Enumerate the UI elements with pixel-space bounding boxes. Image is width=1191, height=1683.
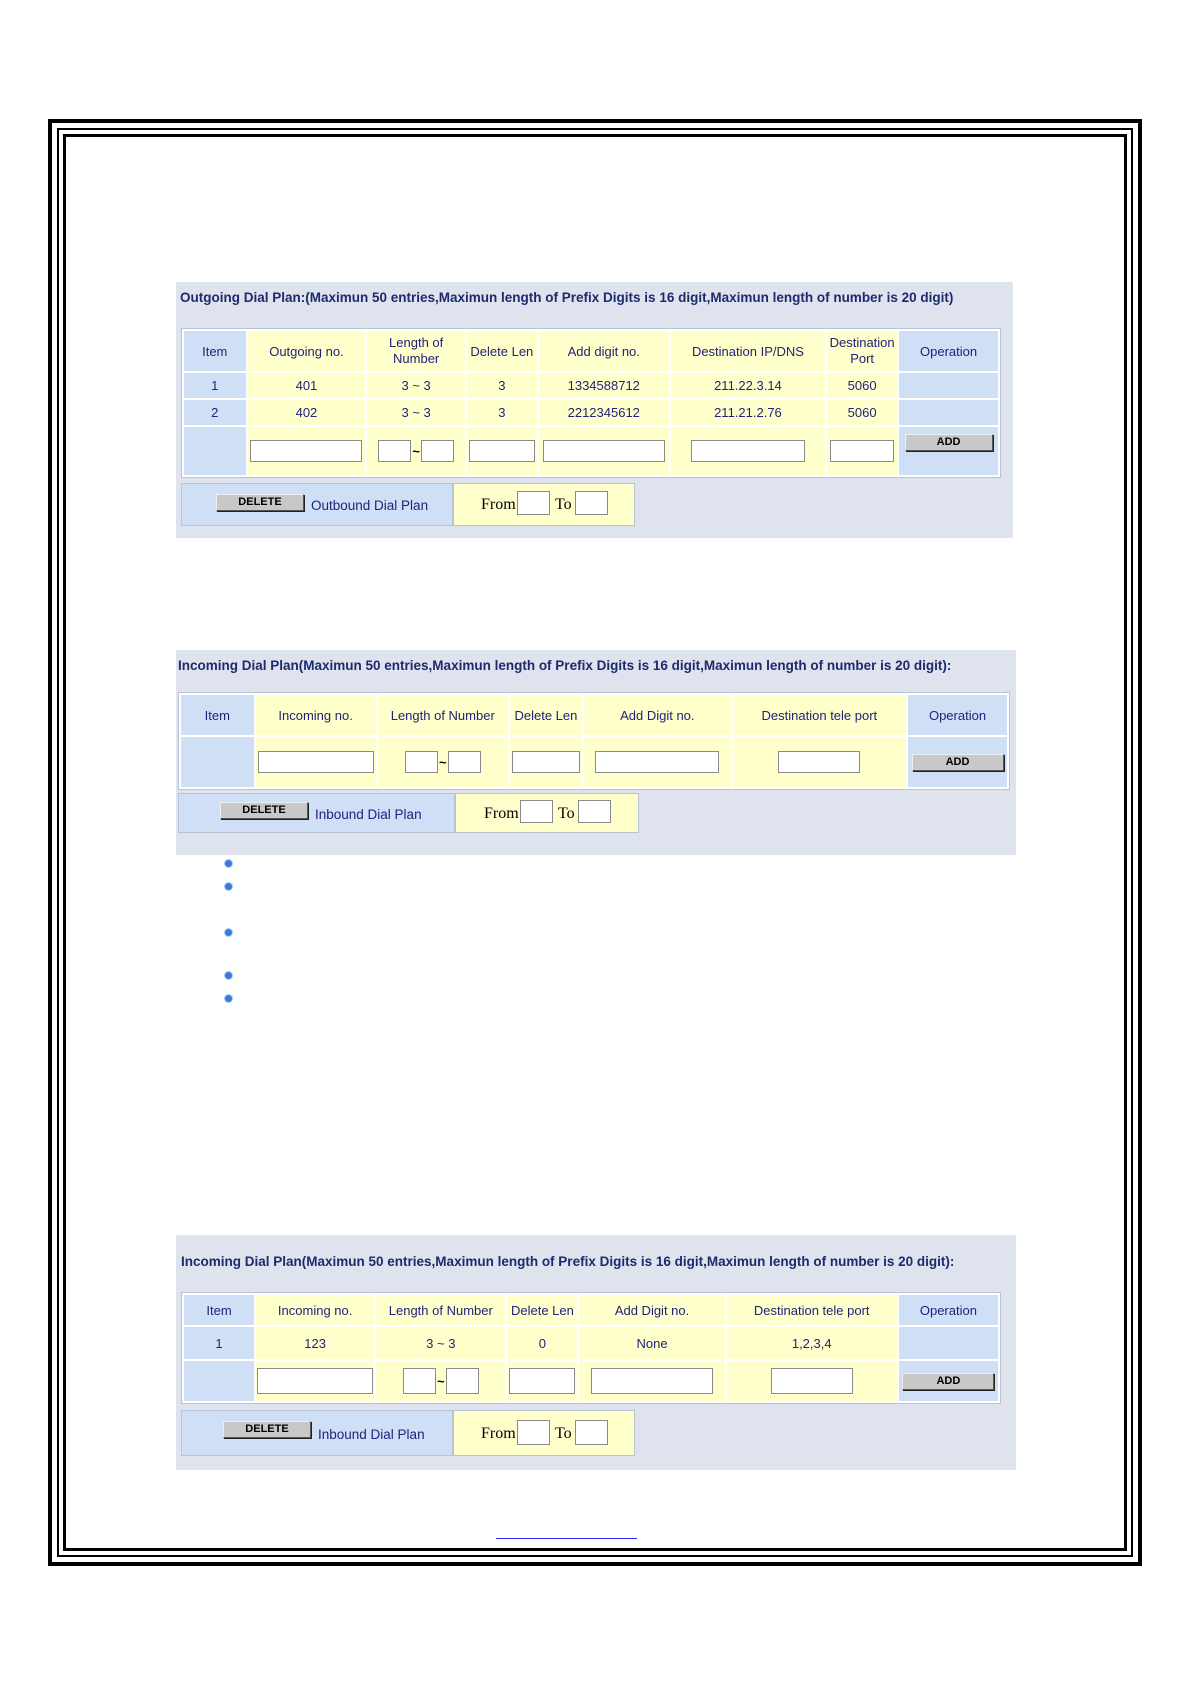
row-destination: 1,2,3,4: [727, 1327, 897, 1359]
header-destination-port: [827, 331, 897, 371]
to-label: To: [555, 1425, 572, 1442]
header-outgoing-no: Outgoing no.: [248, 331, 366, 371]
header-operation: Operation: [908, 695, 1007, 735]
new-entry-operation-cell: [899, 1361, 998, 1401]
outgoing-dial-plan-table: [181, 328, 1001, 478]
header-length-of-number: Length of Number: [378, 695, 508, 735]
table-row: [184, 373, 998, 398]
tilde-separator: ~: [437, 1373, 445, 1389]
row-incoming-no: 123: [256, 1327, 374, 1359]
from-input[interactable]: [517, 491, 550, 515]
row-operation: [899, 400, 998, 425]
bullet-icon: [225, 995, 232, 1002]
row-item: 1: [184, 373, 246, 398]
new-entry-port-cell: [827, 427, 897, 475]
delete-box: [178, 793, 455, 833]
new-entry-tele-port-cell: [727, 1361, 897, 1401]
new-entry-destination-cell: [671, 427, 825, 475]
outgoing-dial-plan-panel: [176, 282, 1013, 538]
new-entry-length-cell: [378, 737, 508, 787]
new-entry-row: [181, 737, 1007, 787]
new-entry-tele-port-cell: [733, 737, 906, 787]
delete-caption: Inbound Dial Plan: [318, 1427, 425, 1442]
row-port: 5060: [827, 400, 897, 425]
length-min-input[interactable]: [403, 1368, 436, 1394]
header-incoming-no: Incoming no.: [256, 1295, 374, 1325]
delete-button[interactable]: DELETE: [216, 494, 304, 511]
length-max-input[interactable]: [421, 440, 454, 462]
row-outgoing-no: 401: [248, 373, 366, 398]
incoming-delete-row: [178, 793, 639, 833]
to-input[interactable]: [578, 800, 611, 823]
new-entry-item: [184, 427, 246, 475]
row-add-digit: 1334588712: [539, 373, 669, 398]
new-entry-outgoing-cell: [248, 427, 366, 475]
incoming-dial-plan-panel-filled: [176, 1235, 1016, 1470]
outgoing-dial-plan-title: Outgoing Dial Plan:(Maximun 50 entries,Maximun length of Prefix Digits is 16 digit,Maximun length of number is 20 digit): [180, 290, 954, 305]
new-entry-delete-cell: [510, 737, 582, 787]
outgoing-no-input[interactable]: [250, 440, 362, 462]
incoming-no-input[interactable]: [257, 1368, 373, 1394]
new-entry-row: [184, 1361, 998, 1401]
outgoing-delete-row: [181, 483, 635, 526]
row-item: 2: [184, 400, 246, 425]
new-entry-delete-cell: [467, 427, 537, 475]
header-destination-tele-port: Destination tele port: [727, 1295, 897, 1325]
from-label: From: [484, 805, 519, 822]
header-length-of-number-text: Length of Number: [389, 335, 444, 366]
delete-box: [181, 483, 453, 526]
header-delete-len: Delete Len: [510, 695, 582, 735]
bullet-icon: [225, 929, 232, 936]
to-input[interactable]: [575, 491, 608, 515]
to-label: To: [555, 496, 572, 513]
new-entry-incoming-cell: [256, 737, 376, 787]
incoming-dial-plan-table: [181, 1292, 1001, 1404]
length-max-input[interactable]: [448, 751, 481, 773]
delete-caption: Inbound Dial Plan: [315, 807, 422, 822]
new-entry-operation-cell: [899, 427, 998, 475]
row-operation: [899, 373, 998, 398]
delete-box: [181, 1410, 453, 1456]
row-delete-len: 3: [467, 400, 537, 425]
delete-len-input[interactable]: [512, 751, 580, 773]
header-operation: Operation: [899, 331, 998, 371]
header-destination-port-text: Destination Port: [829, 335, 895, 366]
row-item: 1: [184, 1327, 254, 1359]
incoming-no-input[interactable]: [258, 751, 374, 773]
row-outgoing-no: 402: [248, 400, 366, 425]
from-input[interactable]: [517, 1420, 550, 1445]
incoming-dial-plan-title: Incoming Dial Plan(Maximun 50 entries,Maximun length of Prefix Digits is 16 digit,Maximun length of number is 20 digit):: [181, 1254, 955, 1269]
tilde-separator: ~: [412, 443, 420, 459]
delete-button[interactable]: DELETE: [220, 802, 308, 819]
header-operation: Operation: [899, 1295, 998, 1325]
table-row: [184, 400, 998, 425]
row-delete-len: 3: [467, 373, 537, 398]
new-entry-item: [181, 737, 254, 787]
row-port: 5060: [827, 373, 897, 398]
table-row: [184, 1327, 998, 1359]
delete-button[interactable]: DELETE: [223, 1421, 311, 1438]
row-length: 3 ~ 3: [367, 400, 464, 425]
add-digit-input[interactable]: [543, 440, 665, 462]
header-delete-len: Delete Len: [507, 1295, 577, 1325]
header-add-digit-no: Add digit no.: [539, 331, 669, 371]
header-incoming-no: Incoming no.: [256, 695, 376, 735]
length-max-input[interactable]: [446, 1368, 479, 1394]
row-destination: 211.21.2.76: [671, 400, 825, 425]
header-length-of-number: Length of Number: [376, 1295, 505, 1325]
header-destination-ip-dns: Destination IP/DNS: [671, 331, 825, 371]
new-entry-length-cell: [376, 1361, 505, 1401]
destination-tele-port-input[interactable]: [771, 1368, 853, 1394]
to-label: To: [558, 805, 575, 822]
incoming-dial-plan-table: [178, 692, 1010, 790]
header-destination-tele-port: Destination tele port: [733, 695, 906, 735]
row-length: 3 ~ 3: [376, 1327, 505, 1359]
header-item: Item: [181, 695, 254, 735]
length-min-input[interactable]: [378, 440, 411, 462]
add-digit-input[interactable]: [591, 1368, 713, 1394]
header-length-of-number: [367, 331, 464, 371]
add-button[interactable]: ADD: [912, 754, 1004, 771]
header-item: Item: [184, 331, 246, 371]
tilde-separator: ~: [438, 754, 447, 770]
row-add-digit: None: [579, 1327, 724, 1359]
destination-port-input[interactable]: [830, 440, 894, 462]
bullet-icon: [225, 860, 232, 867]
row-destination: 211.22.3.14: [671, 373, 825, 398]
range-box: [453, 1410, 635, 1456]
header-add-digit-no: Add Digit no.: [584, 695, 731, 735]
bullet-icon: [225, 883, 232, 890]
link-underline[interactable]: [496, 1538, 637, 1539]
to-input[interactable]: [575, 1420, 608, 1445]
row-delete-len: 0: [507, 1327, 577, 1359]
new-entry-delete-cell: [507, 1361, 577, 1401]
range-box: [455, 793, 639, 833]
new-entry-operation-cell: [908, 737, 1007, 787]
new-entry-item: [184, 1361, 254, 1401]
incoming-dial-plan-panel-empty: [176, 650, 1016, 855]
row-length: 3 ~ 3: [367, 373, 464, 398]
row-add-digit: 2212345612: [539, 400, 669, 425]
from-input[interactable]: [520, 800, 553, 823]
header-add-digit-no: Add Digit no.: [579, 1295, 724, 1325]
length-min-input[interactable]: [405, 751, 438, 773]
add-digit-input[interactable]: [595, 751, 719, 773]
header-delete-len: Delete Len: [467, 331, 537, 371]
new-entry-add-digit-cell: [579, 1361, 724, 1401]
incoming-delete-row: [181, 1410, 635, 1456]
bullet-icon: [225, 972, 232, 979]
delete-len-input[interactable]: [509, 1368, 575, 1394]
new-entry-add-digit-cell: [539, 427, 669, 475]
header-item: Item: [184, 1295, 254, 1325]
from-label: From: [481, 1425, 516, 1442]
row-operation: [899, 1327, 998, 1359]
from-label: From: [481, 496, 516, 513]
new-entry-add-digit-cell: [584, 737, 731, 787]
new-entry-length-cell: [367, 427, 464, 475]
add-button[interactable]: ADD: [902, 1373, 994, 1390]
add-button[interactable]: ADD: [905, 434, 993, 451]
new-entry-row: [184, 427, 998, 475]
destination-tele-port-input[interactable]: [778, 751, 860, 773]
range-box: [453, 483, 635, 526]
delete-caption: Outbound Dial Plan: [311, 498, 429, 513]
incoming-dial-plan-title: Incoming Dial Plan(Maximun 50 entries,Maximun length of Prefix Digits is 16 digit,Maximun length of number is 20 digit):: [178, 658, 952, 673]
new-entry-incoming-cell: [256, 1361, 374, 1401]
delete-len-input[interactable]: [469, 440, 535, 462]
destination-ip-input[interactable]: [691, 440, 805, 462]
